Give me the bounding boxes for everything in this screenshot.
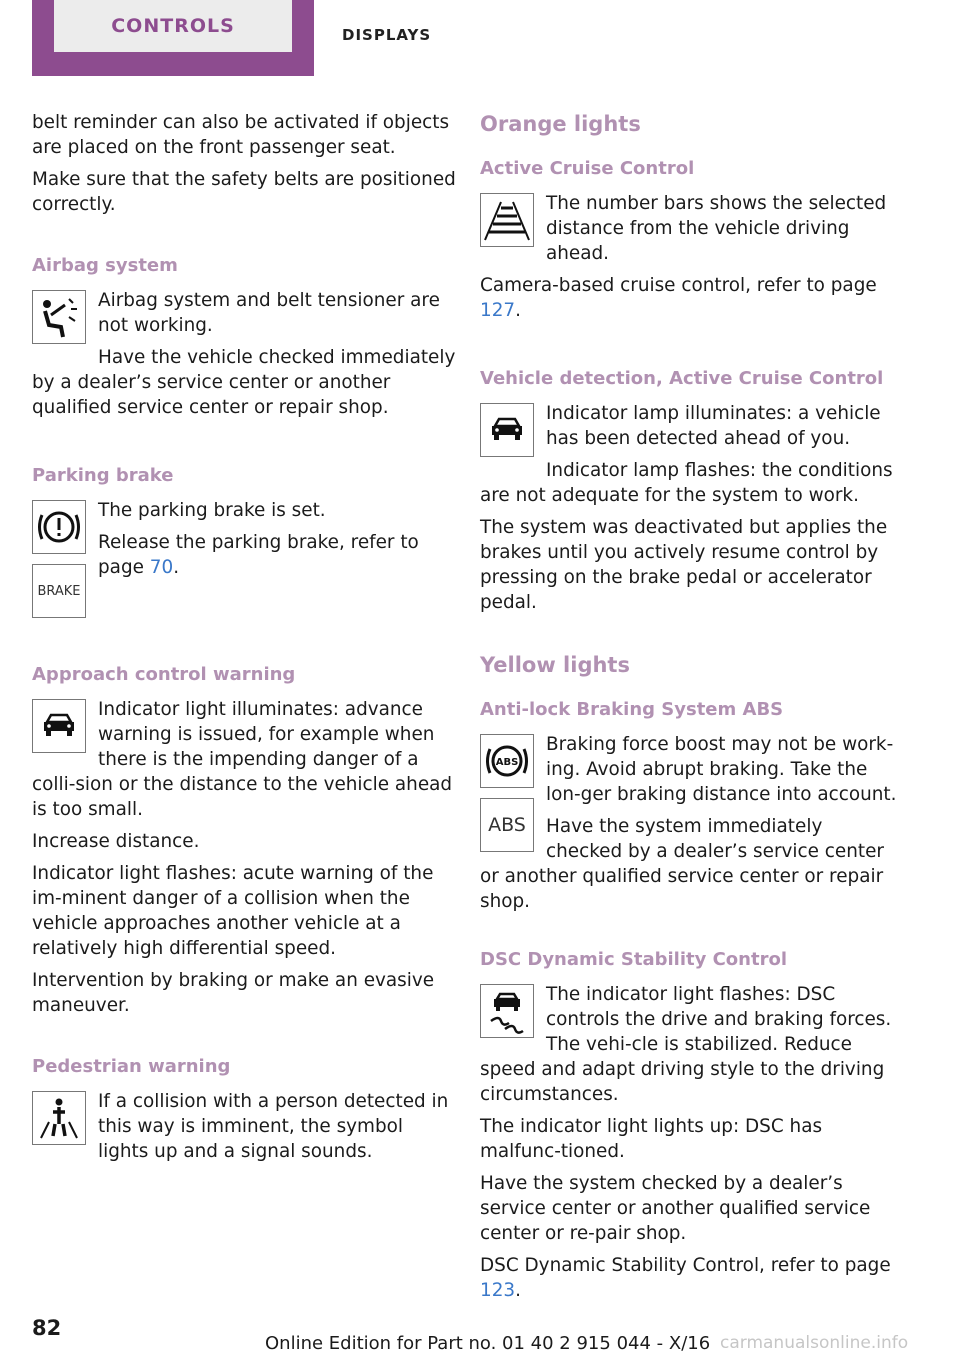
right-column xyxy=(480,110,904,1310)
tab-controls[interactable] xyxy=(32,0,314,76)
parking-brake-icon xyxy=(32,500,86,554)
acc-text-2: Camera-based cruise control, refer to page 127. xyxy=(480,275,877,321)
section-approach-control xyxy=(32,662,456,1018)
cruise-distance-icon xyxy=(480,193,534,247)
vehicle-detected-icon xyxy=(480,403,534,457)
tab-controls-label: CONTROLS xyxy=(54,0,292,52)
vehicle-detection-text-3: The system was deactivated but applies the brakes until you actively resume control by pressing on the brake pedal or accelerator pedal. xyxy=(480,517,888,613)
approach-text-2: Increase distance. xyxy=(32,831,200,852)
approach-text-3: Indicator light flashes: acute warning of the im‐minent danger of a collision when the vehicle approaches another vehicle at a relatively high differential speed. xyxy=(32,863,434,959)
airbag-text-2: Have the vehicle checked immediately by a dealer’s service center or another qualified service center or repair shop. xyxy=(32,347,456,418)
vehicle-detection-text-2: Indicator lamp flashes: the conditions are not adequate for the system to work. xyxy=(480,460,893,506)
approach-text-4: Intervention by braking or make an evasive maneuver. xyxy=(32,970,435,1016)
watermark: carmanualsonline.info xyxy=(720,1333,909,1353)
pedestrian-text-1: If a collision with a person detected in this way is imminent, the symbol lights up and a signal sounds. xyxy=(98,1091,449,1162)
approach-text-1: Indicator light illuminates: advance warning is issued, for example when there is the impending danger of a colli‐sion or the distance to the vehicle ahead is too small. xyxy=(32,699,453,820)
page-link-127[interactable]: 127 xyxy=(480,300,516,321)
orange-lights-heading: Orange lights xyxy=(480,112,641,136)
page-link-123[interactable]: 123 xyxy=(480,1280,516,1301)
vehicle-detection-heading: Vehicle detection, Active Cruise Control xyxy=(480,368,884,389)
brake-text-icon: BRAKE xyxy=(32,564,86,618)
abs-circle-icon-text: ABS xyxy=(495,757,519,768)
abs-circle-icon xyxy=(480,734,534,788)
section-pedestrian xyxy=(32,1054,456,1171)
section-parking-brake xyxy=(32,463,456,626)
parking-brake-text-1: The parking brake is set. xyxy=(98,500,326,521)
section-vehicle-detection xyxy=(480,366,904,615)
pedestrian-icon xyxy=(32,1091,86,1145)
yellow-lights-heading: Yellow lights xyxy=(480,653,630,677)
abs-heading: Anti-lock Braking System ABS xyxy=(480,699,784,720)
tab-displays[interactable]: DISPLAYS xyxy=(342,26,432,44)
airbag-text-1: Airbag system and belt tensioner are not working. xyxy=(98,290,440,336)
parking-brake-heading: Parking brake xyxy=(32,465,174,486)
section-airbag xyxy=(32,253,456,427)
vehicle-ahead-icon xyxy=(32,699,86,753)
dsc-skid-icon xyxy=(480,984,534,1038)
section-dsc xyxy=(480,947,904,1303)
edition-footer: Online Edition for Part no. 01 40 2 915 044 - X/16 xyxy=(265,1333,711,1354)
page-number: 82 xyxy=(32,1316,62,1340)
abs-text-2: Have the system immediately checked by a dealer’s service center or another qualified service center or repair shop. xyxy=(480,816,884,912)
dsc-heading: DSC Dynamic Stability Control xyxy=(480,949,788,970)
acc-heading: Active Cruise Control xyxy=(480,158,695,179)
approach-heading: Approach control warning xyxy=(32,664,296,685)
dsc-text-4: DSC Dynamic Stability Control, refer to page 123. xyxy=(480,1255,891,1301)
airbag-heading: Airbag system xyxy=(32,255,178,276)
vehicle-detection-text-1: Indicator lamp illuminates: a vehicle has been detected ahead of you. xyxy=(546,403,881,449)
section-active-cruise-control xyxy=(480,156,904,330)
dsc-text-3: Have the system checked by a dealer’s service center or another qualified service center or re‐pair shop. xyxy=(480,1173,871,1244)
parking-brake-text-2: Release the parking brake, refer to page 70. xyxy=(98,532,419,578)
intro-paragraph-2: Make sure that the safety belts are positioned correctly. xyxy=(32,169,456,215)
left-column xyxy=(32,110,456,1171)
pedestrian-heading: Pedestrian warning xyxy=(32,1056,231,1077)
acc-text-1: The number bars shows the selected distance from the vehicle driving ahead. xyxy=(546,193,887,264)
dsc-text-1: The indicator light flashes: DSC controls the drive and braking forces. The vehi‐cle is stabilized. Reduce speed and adapt driving style to the driving circumstances. xyxy=(480,984,892,1105)
section-abs xyxy=(480,697,904,921)
dsc-text-2: The indicator light lights up: DSC has malfunc‐tioned. xyxy=(480,1116,823,1162)
page-link-70[interactable]: 70 xyxy=(149,557,174,578)
airbag-icon xyxy=(32,290,86,344)
abs-text-1: Braking force boost may not be work‐ing. Avoid abrupt braking. Take the lon‐ger braking distance into account. xyxy=(546,734,897,805)
intro-paragraph-1: belt reminder can also be activated if objects are placed on the front passenger seat. xyxy=(32,112,450,158)
abs-text-icon: ABS xyxy=(480,798,534,852)
